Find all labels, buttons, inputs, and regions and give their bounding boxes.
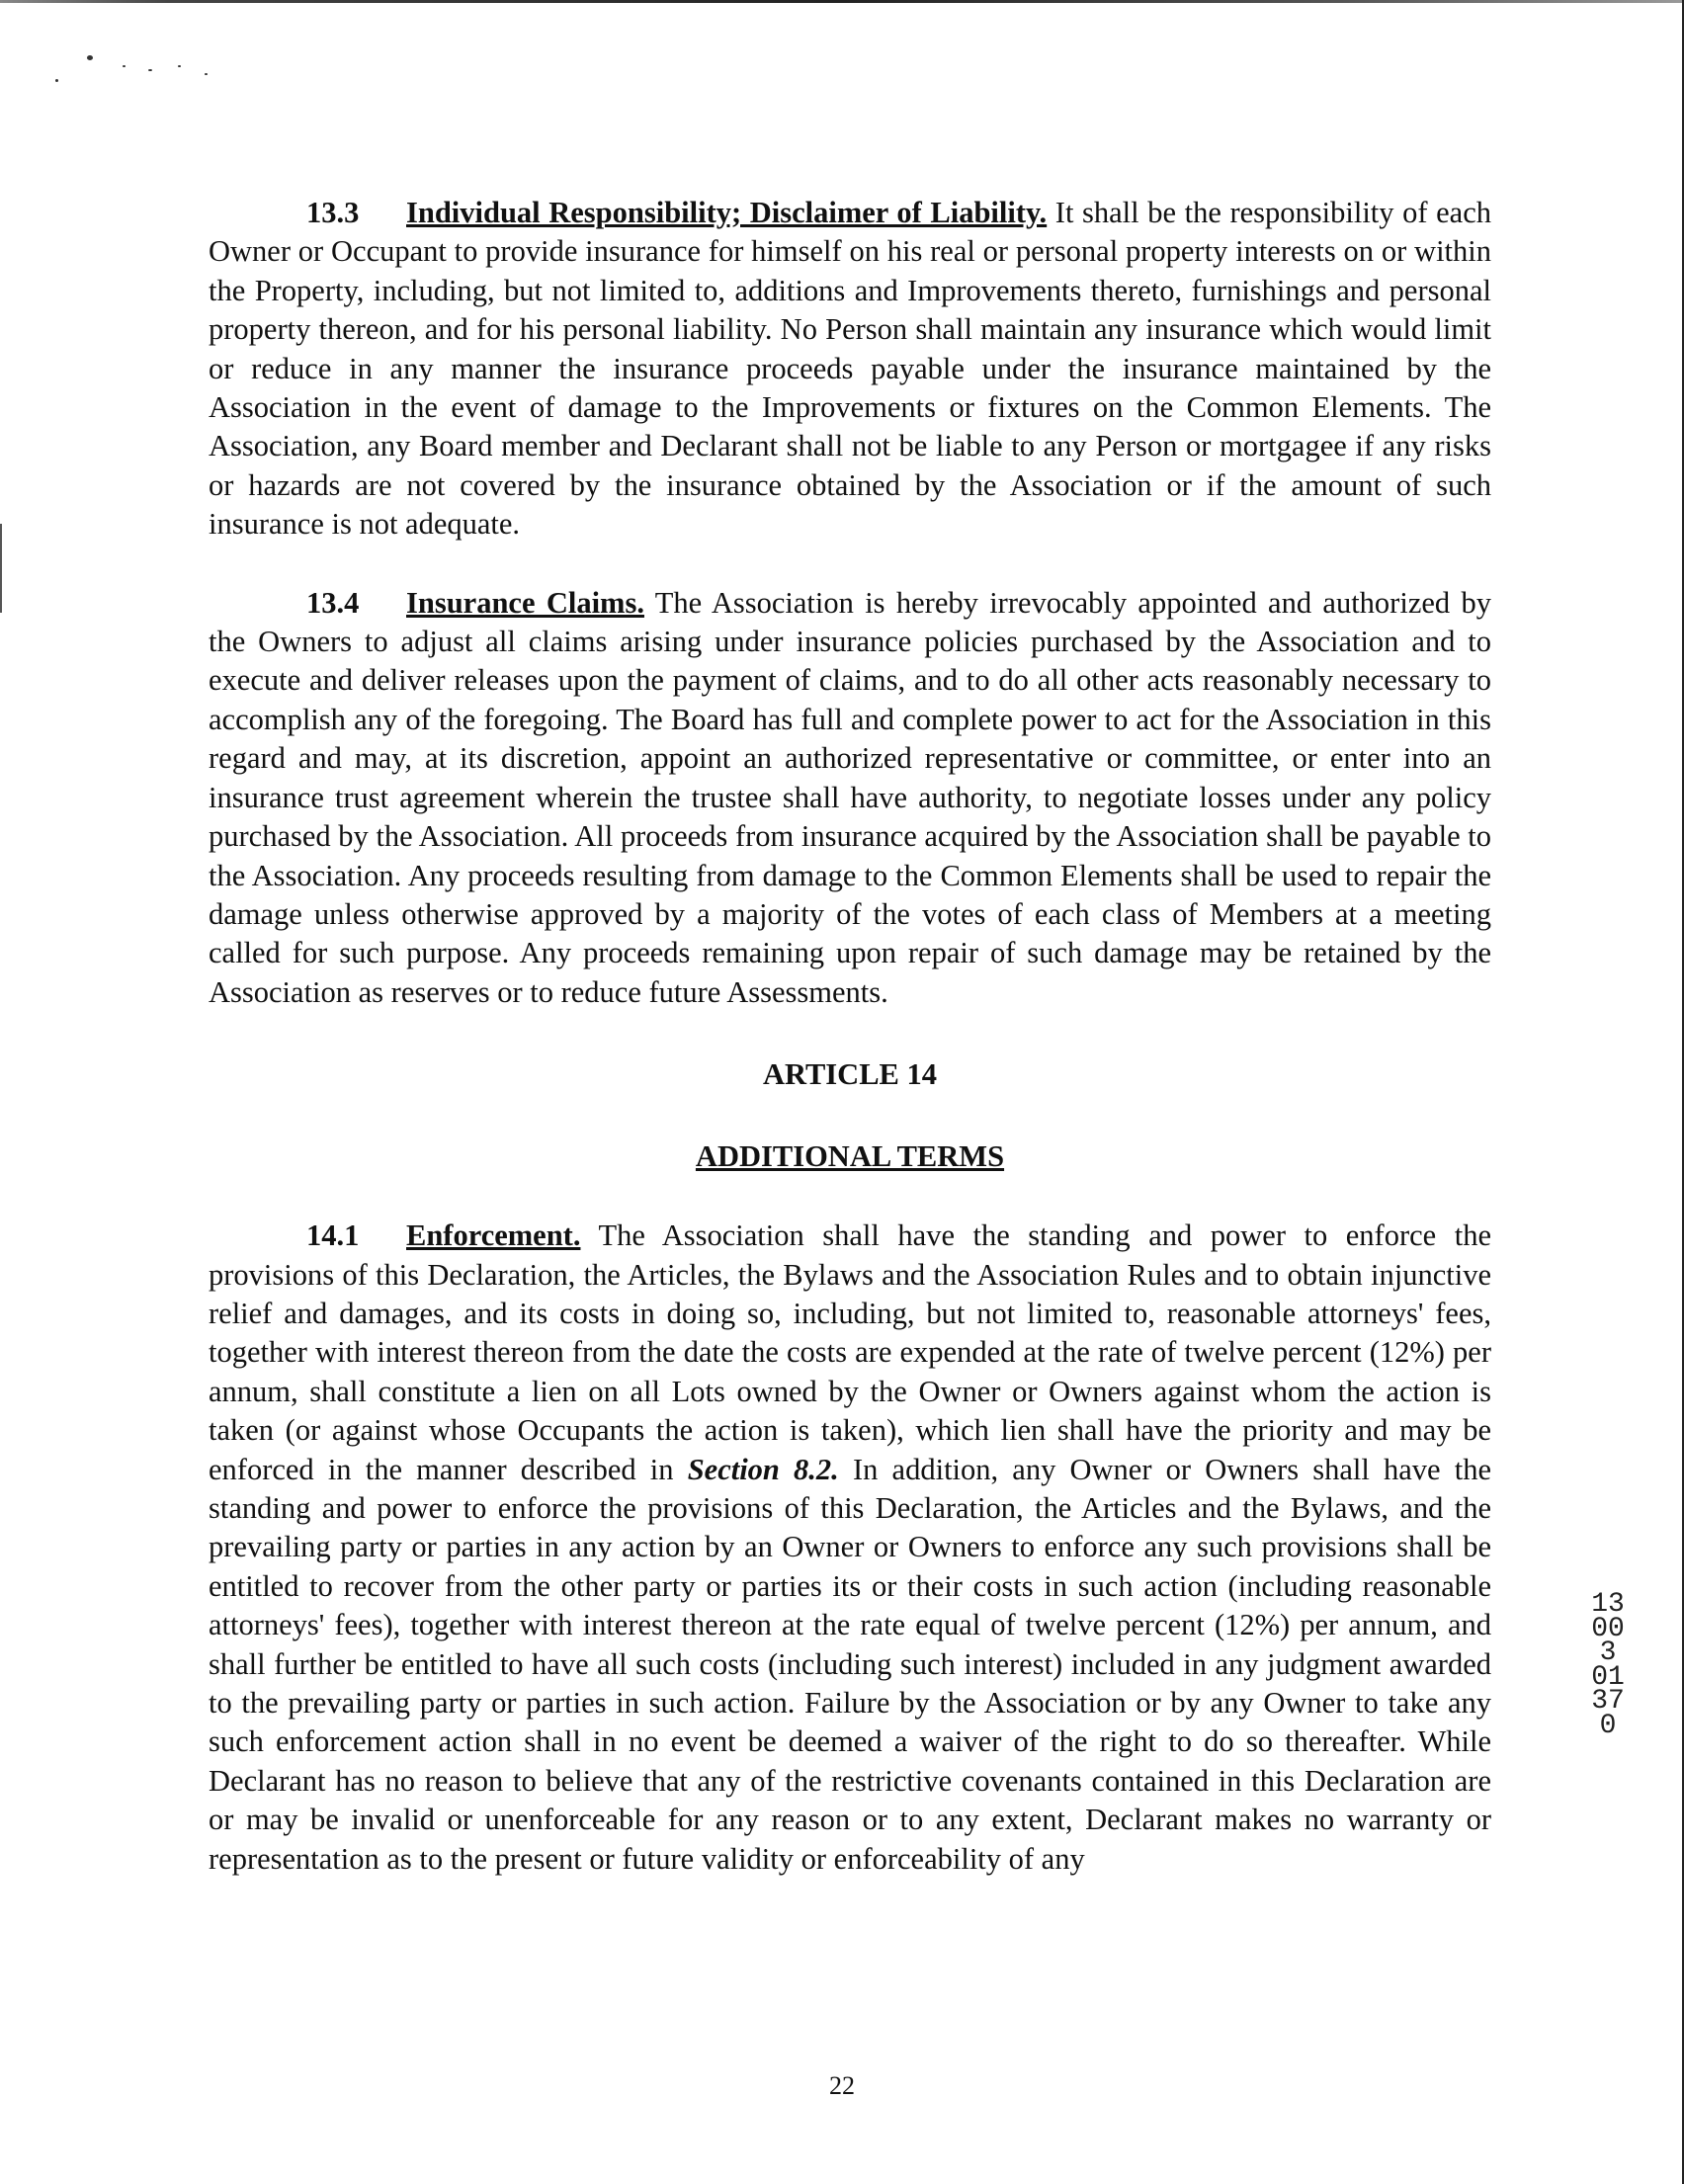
page-number: 22: [829, 2071, 855, 2100]
article-label: ARTICLE 14: [762, 1057, 938, 1092]
section-body: The Association shall have the standing and power to enforce the provisions of this Declaration, the Articles, the Bylaws and the Association Rules and to obtain injunctive relief and damages, and its costs in doing so, including, but not limited to, reasonable attorneys' fees, together with interest thereon from the date the costs are expended at the rate of twelve percent (12%) per annum, shall constitute a lien on all Lots owned by the Owner or Owners against whom the action is taken (or against whose Occupants the action is taken), which lien shall have the priority and may be enforced in the manner described in: [209, 1218, 1491, 1486]
scan-speck: [148, 69, 152, 71]
scan-speck: [123, 65, 126, 67]
section-number: 13.3: [306, 196, 360, 229]
section-number: 13.4: [306, 585, 360, 620]
section-title: Insurance Claims.: [406, 585, 644, 620]
recording-stamp: 13003 01370: [1591, 1589, 1625, 1741]
section-title: Enforcement.: [406, 1218, 581, 1253]
section-title: Individual Responsibility; Disclaimer of Liability.: [406, 196, 1048, 229]
section-body: The Association is hereby irrevocably appointed and authorized by the Owners to adjust all claims arising under insurance policies purchased by the Association and to execute and deliver releases upon the payment of claims, and to do all other acts reasonably necessary to accomplish any of the foregoing. The Board has full and complete power to act for the Association in this regard and may, at its discretion, appoint an authorized representative or committee, or enter into an insurance trust agreement wherein the trustee shall have authority, to negotiate losses under any policy purchased by the Association. All proceeds from insurance acquired by the Association shall be payable to the Association. Any proceeds resulting from damage to the Common Elements shall be used to repair the damage unless otherwise approved by a majority of the votes of each class of Members at a meeting called for such purpose. Any proceeds remaining upon repair of such damage may be retained by the Association as reserves or to reduce future Assessments.: [209, 585, 1491, 1009]
page-content: [209, 194, 1491, 1879]
scan-edge-top: [0, 0, 1684, 3]
section-number: 14.1: [306, 1218, 360, 1253]
scan-edge-left: [0, 524, 2, 613]
scan-speck: [87, 55, 93, 60]
article-title: ADDITIONAL TERMS: [695, 1139, 1005, 1174]
section-body-continued: In addition, any Owner or Owners shall have the standing and power to enforce the provisions of this Declaration, the Articles and the Bylaws, and the prevailing party or parties in any action by an Owner or Owners to enforce any such provisions shall be entitled to recover from the other party or parties its or their costs in such action (including reasonable attorneys' fees), together with interest thereon at the rate equal of twelve percent (12%) per annum, and shall further be entitled to have all such costs (including such interest) included in any judgment awarded to the prevailing party or parties in such action. Failure by the Association or by any Owner to take any such enforcement action shall in no event be deemed a waiver of the right to do so thereafter. While Declarant has no reason to believe that any of the restrictive covenants contained in this Declaration are or may be invalid or unenforceable for any reason or to any extent, Declarant makes no warranty or representation as to the present or future validity or enforceability of any: [209, 1452, 1492, 1876]
section-14-1: [209, 1217, 1491, 1879]
section-body: It shall be the responsibility of each Owner or Occupant to provide insurance for himself on his real or personal property interests on or within the Property, including, but not limited to, additions and Improvements thereto, furnishings and personal property thereon, and for his personal liability. No Person shall maintain any insurance which would limit or reduce in any manner the insurance proceeds payable under the insurance maintained by the Association in the event of damage to the Improvements or fixtures on the Common Elements. The Association, any Board member and Declarant shall not be liable to any Person or mortgagee if any risks or hazards are not covered by the insurance obtained by the Association or if the amount of such insurance is not adequate.: [209, 196, 1491, 542]
scan-speck: [205, 73, 208, 75]
section-13-4: [209, 584, 1491, 1012]
section-reference: Section 8.2.: [687, 1452, 839, 1486]
scan-speck: [178, 65, 181, 67]
scan-speck: [55, 79, 58, 82]
section-13-3: [209, 194, 1491, 545]
